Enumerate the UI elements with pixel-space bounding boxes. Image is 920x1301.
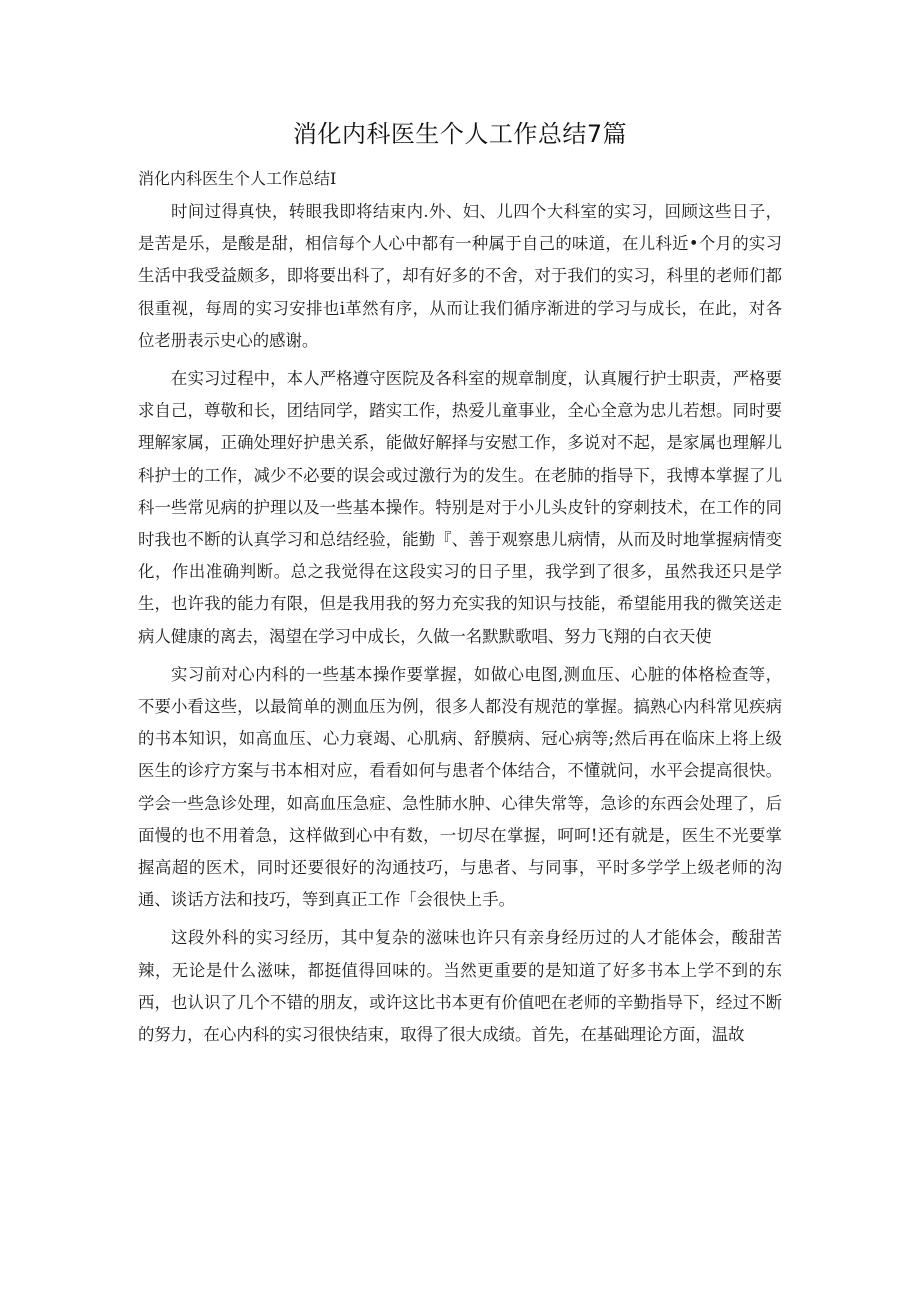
document-title: 消化内科医生个人工作总结7篇 bbox=[292, 120, 628, 148]
document-subtitle: 消化内科医生个人工作总结I bbox=[138, 169, 337, 188]
paragraph-2: 在实习过程中，本人严格遵守医院及各科室的规章制度，认真履行护士职责，严格要求自己，尊敬和长，团结同学，踏实工作，热爱儿童事业，全心全意为忠儿若想。同时要理解家属，正确处理好护患关系，能做好解择与安慰工作，多说对不起，是家属也理解儿科护士的工作，减少不必要的误会或过激行为的发生。在老肺的指导下，我博本掌握了儿科一些常见病的护理以及一些基本操作。特别是对于小儿头皮针的穿刺技术，在工作的同时我也不断的认真学习和总结经验，能勤『、善于观察患儿病情，从而及时地掌握病情变化，作出准确判断。总之我觉得在这段实习的日子里，我学到了很多，虽然我还只是学生，也许我的能力有限，但是我用我的努力充实我的知识与技能，希望能用我的微笑送走病人健康的离去，渴望在学习中成长，久做一名默默歌唱、努力飞翔的白衣天使 bbox=[138, 369, 782, 646]
paragraph-4: 这段外科的实习经历，其中复杂的滋味也许只有亲身经历过的人才能体会，酸甜苦辣，无论是什么滋味，都挺值得回味的。当然更重要的是知道了好多书本上学不到的东西，也认识了几个不错的朋友，或许这比书本更有价值吧在老师的辛勤指导下，经过不断的努力，在心内科的实习很快结束，取得了很大成绩。首先，在基础理论方面，温故 bbox=[138, 928, 782, 1045]
paragraph-1: 时间过得真快，转眼我即将结束内.外、妇、儿四个大科室的实习，回顾这些日子，是苦是乐，是酸是甜，相信每个人心中都有一种属于自己的味道，在儿科近•个月的实习生活中我受益颇多，即将要出科了，却有好多的不舍，对于我们的实习，科里的老师们都很重视，每周的实习安排也i革然有序，从而让我们循序渐进的学习与成长，在此，对各位老册表示史心的感谢。 bbox=[138, 202, 782, 350]
paragraph-3: 实习前对心内科的一些基本操作要掌握，如做心电图,测血压、心脏的体格检查等，不要小看这些，以最简单的测血压为例，很多人都没有规范的掌握。搞熟心内科常见疾病的书本知识，如高血压、心力衰竭、心肌病、舒膜病、冠心病等;然后再在临床上将上级医生的诊疗方案与书本相对应，看看如何与患者个体结合，不懂就问，水平会提高很快。学会一些急诊处理，如高血压急症、急性肺水肿、心律失常等，急诊的东西会处理了，后面慢的也不用着急，这样做到心中有数，一切尽在掌握，呵呵!还有就是，医生不光要掌握高超的医术，同时还要很好的沟通技巧，与患者、与同事，平时多学学上级老师的沟通、谈话方法和技巧，等到真正工作「会很快上手。 bbox=[138, 664, 782, 910]
document-body bbox=[138, 196, 782, 1057]
